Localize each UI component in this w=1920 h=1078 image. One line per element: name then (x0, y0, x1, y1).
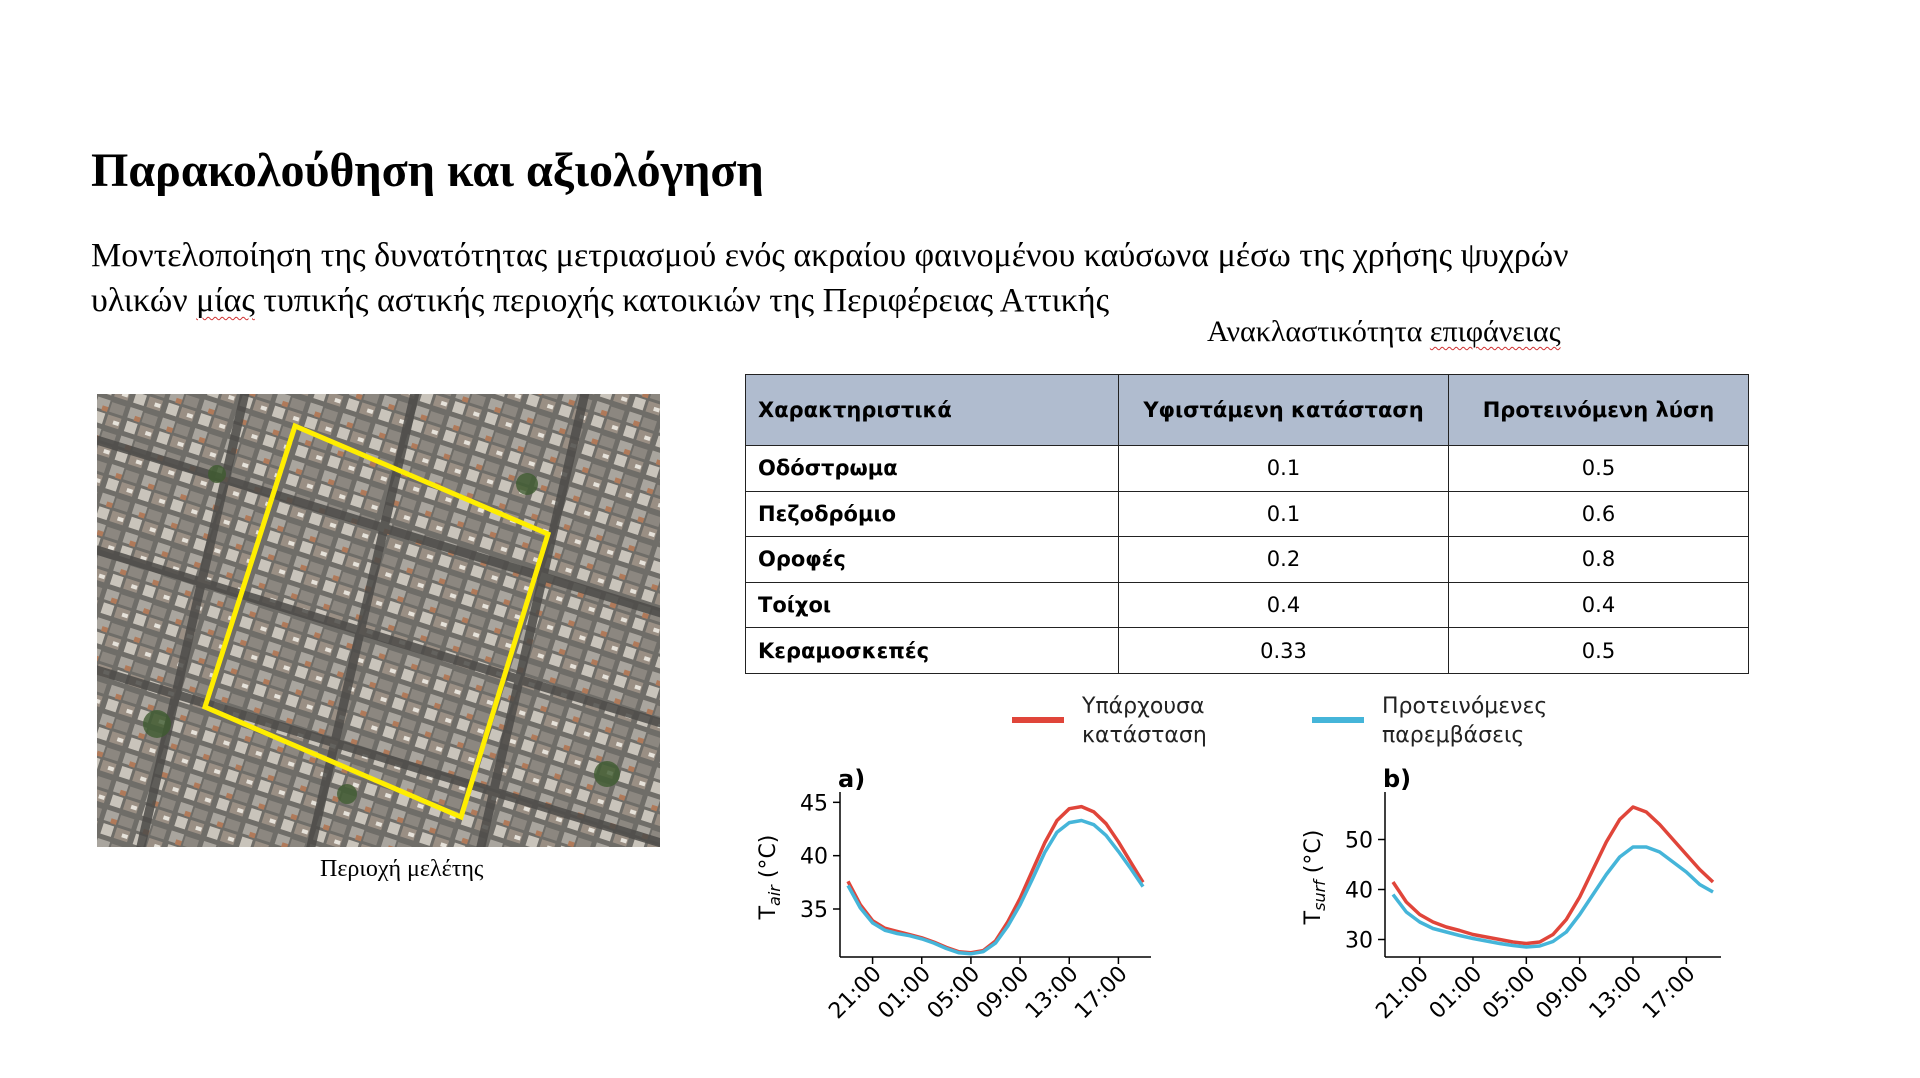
table-cell: 0.1 (1119, 491, 1449, 537)
table-row (746, 446, 1749, 492)
table-caption (1207, 315, 1561, 349)
table-cell: 0.5 (1449, 628, 1749, 674)
table-caption-start: Ανακλαστικότητα (1207, 315, 1430, 348)
table-cell: Οδόστρωμα (746, 446, 1119, 492)
temperature-charts-svg (740, 680, 1760, 1060)
x-tick-label: 05:00 (1478, 961, 1541, 1025)
temperature-charts (740, 680, 1760, 1060)
x-tick-label: 01:00 (873, 961, 936, 1025)
table-header-row (746, 375, 1749, 446)
reflectivity-table (745, 374, 1749, 674)
slide-subtitle (91, 233, 1857, 323)
x-tick-label: 01:00 (1424, 961, 1488, 1025)
y-axis-label: $T_{surf}$ (°C) (1301, 829, 1329, 925)
table-cell: 0.8 (1449, 537, 1749, 583)
header-cell: Προτεινόμενη λύση (1449, 375, 1749, 446)
legend-label: παρεμβάσεις (1382, 723, 1525, 748)
x-tick-label: 13:00 (1584, 961, 1648, 1025)
table-cell: 0.2 (1119, 537, 1449, 583)
table-cell: 0.4 (1449, 582, 1749, 628)
header-cell: Υφιστάμενη κατάσταση (1119, 375, 1449, 446)
x-tick-label: 09:00 (971, 961, 1035, 1025)
x-tick-label: 09:00 (1531, 961, 1594, 1025)
table-cell: Κεραμοσκεπές (746, 628, 1119, 674)
subtitle-line-1: Μοντελοποίηση της δυνατότητας μετριασμού ενός ακραίου φαινομένου καύσωνα μέσω της χρήσης ψυχρών (91, 237, 1569, 274)
table-caption-flagged-word[interactable]: επιφάνειας (1429, 315, 1561, 348)
series-line (848, 821, 1143, 954)
table-cell: 0.33 (1119, 628, 1449, 674)
y-tick-label: 40 (800, 844, 828, 870)
x-tick-label: 21:00 (824, 961, 887, 1025)
legend-label: κατάσταση (1082, 723, 1207, 748)
table-cell: 0.4 (1119, 582, 1449, 628)
subtitle-line-2-end: τυπικής αστικής περιοχής κατοικιών της Περιφέρειας Αττικής (254, 282, 1110, 319)
table-cell: 0.6 (1449, 491, 1749, 537)
table-cell: 0.5 (1449, 446, 1749, 492)
aerial-caption: Περιοχή μελέτης (320, 856, 484, 882)
table-cell: 0.1 (1119, 446, 1449, 492)
panel-label: a) (838, 765, 866, 793)
table-cell: Οροφές (746, 537, 1119, 583)
table-row (746, 628, 1749, 674)
x-tick-label: 17:00 (1070, 961, 1133, 1025)
table-row (746, 491, 1749, 537)
slide-title: Παρακολούθηση και αξιολόγηση (91, 144, 764, 197)
header-cell: Χαρακτηριστικά (746, 375, 1119, 446)
table-cell: Τοίχοι (746, 582, 1119, 628)
table-cell: Πεζοδρόμιο (746, 491, 1119, 537)
y-tick-label: 30 (1345, 928, 1373, 954)
x-tick-label: 17:00 (1638, 961, 1701, 1025)
y-tick-label: 45 (800, 791, 828, 817)
series-line (1393, 807, 1713, 944)
y-axis-label: $T_{air}$ (°C) (756, 834, 784, 920)
legend-label: Προτεινόμενες (1382, 694, 1548, 719)
aerial-photo-graphic (97, 394, 660, 847)
table-row (746, 582, 1749, 628)
spellcheck-flagged-word[interactable]: μίας (196, 282, 255, 319)
aerial-photo (97, 394, 660, 847)
y-tick-label: 35 (800, 898, 828, 923)
subtitle-line-2-start: υλικών (91, 282, 197, 319)
x-tick-label: 21:00 (1371, 961, 1434, 1025)
y-tick-label: 50 (1345, 828, 1373, 854)
y-tick-label: 40 (1345, 878, 1373, 904)
table-row (746, 537, 1749, 583)
panel-label: b) (1383, 765, 1412, 793)
x-tick-label: 13:00 (1020, 961, 1084, 1025)
x-tick-label: 05:00 (922, 961, 986, 1025)
legend-label: Υπάρχουσα (1082, 694, 1205, 719)
